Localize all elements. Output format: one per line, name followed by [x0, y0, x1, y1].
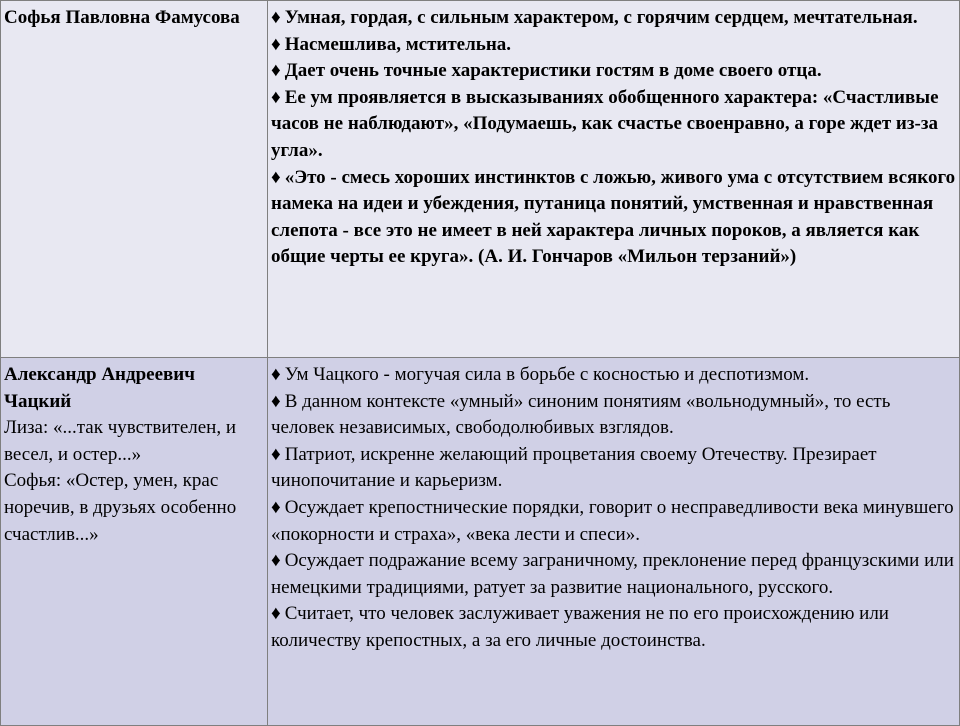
quote-sofya: Софья: «Остер, умен, крас норечив, в друзьях особенно счастлив...» [4, 470, 237, 545]
quote-liza: Лиза: «...так чувствителен, и весел, и остер...» [4, 417, 236, 465]
description-item: ♦ Осуждает крепостнические порядки, говорит о несправедливости века минувшего «покорности и страха», «века лести и спеси». [271, 495, 957, 548]
character-description-cell [268, 1, 960, 358]
description-item: ♦ Умная, гордая, с сильным характером, с горячим сердцем, мечтательная. [271, 5, 957, 32]
character-name-cell [1, 358, 268, 726]
description-item: ♦ В данном контексте «умный» синоним понятиям «вольнодумный», то есть человек независимых, свободолюбивых взглядов. [271, 389, 957, 442]
description-item: ♦ Дает очень точные характеристики гостям в доме своего отца. [271, 58, 957, 85]
character-name: Софья Павловна Фамусова [4, 7, 240, 28]
description-item: ♦ Насмешлива, мстительна. [271, 32, 957, 59]
description-item: ♦ Патриот, искренне желающий процветания своему Отечеству. Презирает чинопочитание и карьеризм. [271, 442, 957, 495]
table-row-chatsky [1, 358, 960, 726]
table-row-sofya [1, 1, 960, 358]
description-item: ♦ Осуждает подражание всему заграничному, преклонение перед французскими или немецкими традициями, ратует за развитие национального, русского. [271, 548, 957, 601]
description-item: ♦ «Это - смесь хороших инстинктов с ложью, живого ума с отсутствием всякого намека на идеи и убеждения, путаница понятий, умственная и нравственная слепота - все это не имеет в ней характера личных пороков, а является как общие черты ее круга». (А. И. Гончаров «Мильон терзаний») [271, 165, 957, 271]
character-name: Александр Андреевич Чацкий [4, 364, 195, 412]
character-name-cell [1, 1, 268, 358]
description-item: ♦ Ее ум проявляется в высказываниях обобщенного характера: «Счастливые часов не наблюдают», «Подумаешь, как счастье своенравно, а горе ждет из-за угла». [271, 85, 957, 165]
description-item: ♦ Считает, что человек заслуживает уважения не по его происхождению или количеству крепостных, а за его личные достоинства. [271, 601, 957, 654]
description-item: ♦ Ум Чацкого - могучая сила в борьбе с косностью и деспотизмом. [271, 362, 957, 389]
character-description-cell [268, 358, 960, 726]
